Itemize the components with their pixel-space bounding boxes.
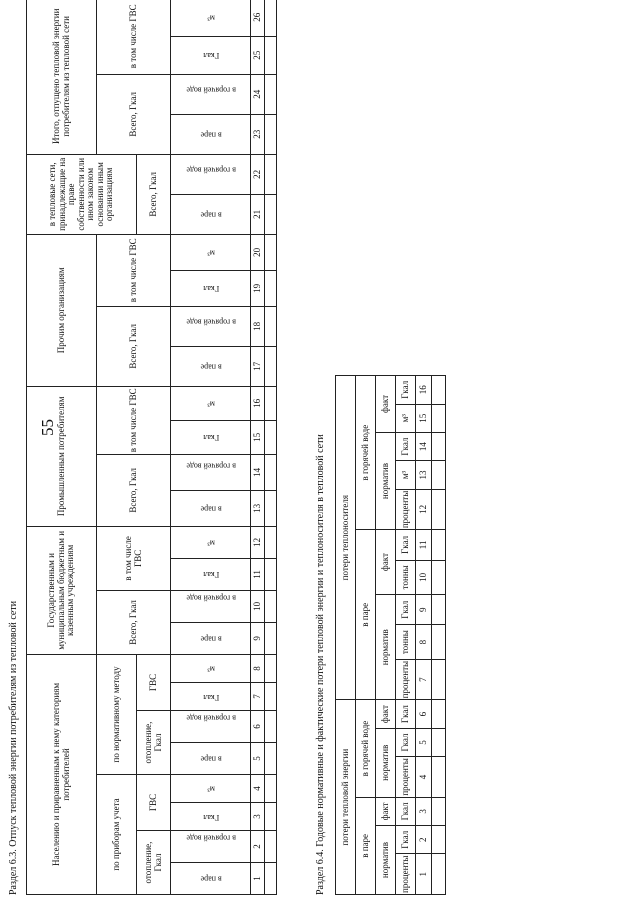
header-fact: факт bbox=[376, 797, 396, 825]
header-industrial-total: Всего, Гкал bbox=[97, 454, 171, 526]
unit-cell: в горячей воде bbox=[171, 154, 251, 194]
unit-cell: проценты bbox=[396, 854, 416, 895]
data-cell bbox=[265, 654, 277, 682]
header-normative: норматив bbox=[376, 826, 396, 895]
unit-cell: Гкал bbox=[171, 803, 251, 831]
column-number: 15 bbox=[416, 404, 432, 432]
data-cell bbox=[265, 490, 277, 526]
header-state-gvs: в том числе ГВС bbox=[97, 526, 171, 590]
column-number: 4 bbox=[251, 775, 265, 803]
column-number: 7 bbox=[416, 659, 432, 700]
column-number: 8 bbox=[251, 654, 265, 682]
header-gvs-meter: ГВС bbox=[137, 775, 171, 831]
data-cell bbox=[432, 757, 446, 798]
header-population: Населению и приравненным к нему категориям потребителей bbox=[27, 654, 97, 894]
header-owned-total: Всего, Гкал bbox=[137, 154, 171, 234]
header-other-total: Всего, Гкал bbox=[97, 306, 171, 386]
unit-cell: Гкал bbox=[396, 826, 416, 854]
column-number: 5 bbox=[251, 743, 265, 775]
column-number: 16 bbox=[251, 386, 265, 420]
data-cell bbox=[432, 489, 446, 530]
column-number: 9 bbox=[251, 622, 265, 654]
header-gvs-normative: ГВС bbox=[137, 654, 171, 710]
column-number: 7 bbox=[251, 683, 265, 711]
column-number: 15 bbox=[251, 420, 265, 454]
data-cell bbox=[265, 194, 277, 234]
column-number: 3 bbox=[416, 797, 432, 825]
unit-cell: Гкал bbox=[396, 595, 416, 625]
data-cell bbox=[432, 625, 446, 659]
column-number: 12 bbox=[251, 526, 265, 558]
column-number: 14 bbox=[416, 432, 432, 460]
data-cell bbox=[265, 863, 277, 895]
column-number: 4 bbox=[416, 757, 432, 798]
unit-cell: Гкал bbox=[396, 797, 416, 825]
data-cell bbox=[265, 590, 277, 622]
header-heating-meter: отопление, Гкал bbox=[137, 831, 171, 895]
section-6-3-caption: Раздел 6.3. Отпуск тепловой энергии потребителям из тепловой сети bbox=[8, 600, 19, 895]
data-cell bbox=[432, 560, 446, 594]
unit-cell: тонны bbox=[396, 625, 416, 659]
unit-cell: в паре bbox=[171, 346, 251, 386]
page-number: 55 bbox=[38, 419, 57, 436]
unit-cell: м³ bbox=[171, 386, 251, 420]
header-carrier-in-steam: в паре bbox=[356, 530, 376, 700]
unit-cell: в паре bbox=[171, 194, 251, 234]
unit-cell: проценты bbox=[396, 489, 416, 530]
unit-cell: в паре bbox=[171, 622, 251, 654]
data-cell bbox=[432, 461, 446, 489]
data-cell bbox=[432, 595, 446, 625]
data-cell bbox=[265, 74, 277, 114]
data-cell bbox=[265, 743, 277, 775]
data-cell bbox=[432, 854, 446, 895]
data-cell bbox=[265, 114, 277, 154]
column-number: 18 bbox=[251, 306, 265, 346]
header-carrier-in-hot-water: в горячей воде bbox=[356, 376, 376, 530]
header-carrier-loss: потери теплоносителя bbox=[336, 376, 356, 700]
header-other: Прочим организациям bbox=[27, 234, 97, 386]
header-heat-in-hot-water: в горячей воде bbox=[356, 700, 376, 797]
column-number: 11 bbox=[416, 530, 432, 560]
column-number: 2 bbox=[416, 826, 432, 854]
column-number: 8 bbox=[416, 625, 432, 659]
header-owned-networks: в тепловые сети, принадлежащие на праве собственности или ином законом основании иным организациям bbox=[27, 154, 137, 234]
column-number: 6 bbox=[416, 700, 432, 728]
data-cell bbox=[432, 728, 446, 756]
unit-cell: м³ bbox=[171, 526, 251, 558]
unit-cell: м³ bbox=[171, 654, 251, 682]
unit-cell: проценты bbox=[396, 757, 416, 798]
unit-cell: Гкал bbox=[171, 683, 251, 711]
data-cell bbox=[265, 711, 277, 743]
column-number: 2 bbox=[251, 831, 265, 863]
column-number: 5 bbox=[416, 728, 432, 756]
unit-cell: в горячей воде bbox=[171, 306, 251, 346]
header-other-gvs: в том числе ГВС bbox=[97, 234, 171, 306]
column-number: 10 bbox=[251, 590, 265, 622]
column-number: 25 bbox=[251, 36, 265, 74]
data-cell bbox=[265, 270, 277, 306]
data-cell bbox=[432, 700, 446, 728]
data-cell bbox=[265, 346, 277, 386]
unit-cell: м³ bbox=[171, 234, 251, 270]
unit-cell: Гкал bbox=[396, 530, 416, 560]
unit-cell: в горячей воде bbox=[171, 74, 251, 114]
unit-cell: Гкал bbox=[171, 420, 251, 454]
data-cell bbox=[265, 526, 277, 558]
data-cell bbox=[265, 420, 277, 454]
header-by-normative: по нормативному методу bbox=[97, 654, 137, 774]
data-cell bbox=[265, 683, 277, 711]
unit-cell: м³ bbox=[171, 0, 251, 36]
header-fact: факт bbox=[376, 376, 396, 433]
unit-cell: в паре bbox=[171, 863, 251, 895]
data-cell bbox=[265, 306, 277, 346]
data-cell bbox=[265, 831, 277, 863]
unit-cell: Гкал bbox=[171, 558, 251, 590]
column-number: 11 bbox=[251, 558, 265, 590]
data-cell bbox=[265, 558, 277, 590]
header-state-total: Всего, Гкал bbox=[97, 590, 171, 654]
column-number: 19 bbox=[251, 270, 265, 306]
data-cell bbox=[265, 0, 277, 36]
header-fact: факт bbox=[376, 700, 396, 728]
data-cell bbox=[432, 404, 446, 432]
data-cell bbox=[265, 622, 277, 654]
unit-cell: м³ bbox=[171, 775, 251, 803]
column-number: 23 bbox=[251, 114, 265, 154]
column-number: 12 bbox=[416, 489, 432, 530]
data-cell bbox=[432, 797, 446, 825]
header-fact: факт bbox=[376, 530, 396, 595]
header-total-gvs: в том числе ГВС bbox=[97, 0, 171, 74]
column-number: 17 bbox=[251, 346, 265, 386]
data-cell bbox=[265, 154, 277, 194]
unit-cell: в горячей воде bbox=[171, 831, 251, 863]
unit-cell: в паре bbox=[171, 743, 251, 775]
column-number: 24 bbox=[251, 74, 265, 114]
unit-cell: Гкал bbox=[396, 376, 416, 405]
unit-cell: в горячей воде bbox=[171, 590, 251, 622]
header-total: Итого, отпущено тепловой энергии потребителям из тепловой сети bbox=[27, 0, 97, 154]
unit-cell: тонны bbox=[396, 560, 416, 594]
column-number: 21 bbox=[251, 194, 265, 234]
column-number: 1 bbox=[416, 854, 432, 895]
header-industrial-gvs: в том числе ГВС bbox=[97, 386, 171, 454]
column-number: 13 bbox=[416, 461, 432, 489]
unit-cell: м³ bbox=[396, 404, 416, 432]
column-number: 10 bbox=[416, 560, 432, 594]
header-total-total: Всего, Гкал bbox=[97, 74, 171, 154]
data-cell bbox=[265, 803, 277, 831]
unit-cell: Гкал bbox=[171, 270, 251, 306]
unit-cell: Гкал bbox=[396, 728, 416, 756]
unit-cell: Гкал bbox=[396, 432, 416, 460]
data-cell bbox=[265, 454, 277, 490]
column-number: 16 bbox=[416, 376, 432, 405]
unit-cell: в паре bbox=[171, 490, 251, 526]
column-number: 22 bbox=[251, 154, 265, 194]
data-cell bbox=[265, 775, 277, 803]
unit-cell: проценты bbox=[396, 659, 416, 700]
header-normative: норматив bbox=[376, 728, 396, 797]
section-6-4-caption: Раздел 6.4. Годовые нормативные и фактические потери тепловой энергии и теплоносителя в тепловой сети bbox=[315, 434, 326, 895]
data-cell bbox=[432, 659, 446, 700]
unit-cell: Гкал bbox=[171, 36, 251, 74]
header-state: Государственным и муниципальным бюджетным и казенным учреждениям bbox=[27, 526, 97, 654]
data-cell bbox=[432, 432, 446, 460]
header-heat-loss: потери тепловой энергии bbox=[336, 700, 356, 895]
unit-cell: в паре bbox=[171, 114, 251, 154]
table-heat-supply bbox=[26, 0, 277, 895]
unit-cell: в горячей воде bbox=[171, 711, 251, 743]
data-cell bbox=[265, 234, 277, 270]
data-cell bbox=[432, 376, 446, 405]
column-number: 13 bbox=[251, 490, 265, 526]
data-cell bbox=[432, 530, 446, 560]
column-number: 9 bbox=[416, 595, 432, 625]
unit-cell: м³ bbox=[396, 461, 416, 489]
column-number: 6 bbox=[251, 711, 265, 743]
column-number: 1 bbox=[251, 863, 265, 895]
header-heat-in-steam: в паре bbox=[356, 797, 376, 894]
table-losses bbox=[335, 375, 446, 895]
column-number: 3 bbox=[251, 803, 265, 831]
data-cell bbox=[265, 36, 277, 74]
column-number: 26 bbox=[251, 0, 265, 36]
header-normative: норматив bbox=[376, 595, 396, 700]
header-heating-normative: отопление, Гкал bbox=[137, 711, 171, 775]
unit-cell: в горячей воде bbox=[171, 454, 251, 490]
column-number: 14 bbox=[251, 454, 265, 490]
header-normative: норматив bbox=[376, 432, 396, 529]
unit-cell: Гкал bbox=[396, 700, 416, 728]
column-number: 20 bbox=[251, 234, 265, 270]
header-by-meter: по приборам учета bbox=[97, 775, 137, 895]
data-cell bbox=[432, 826, 446, 854]
header-industrial: Промышленным потребителям bbox=[27, 386, 97, 526]
data-cell bbox=[265, 386, 277, 420]
